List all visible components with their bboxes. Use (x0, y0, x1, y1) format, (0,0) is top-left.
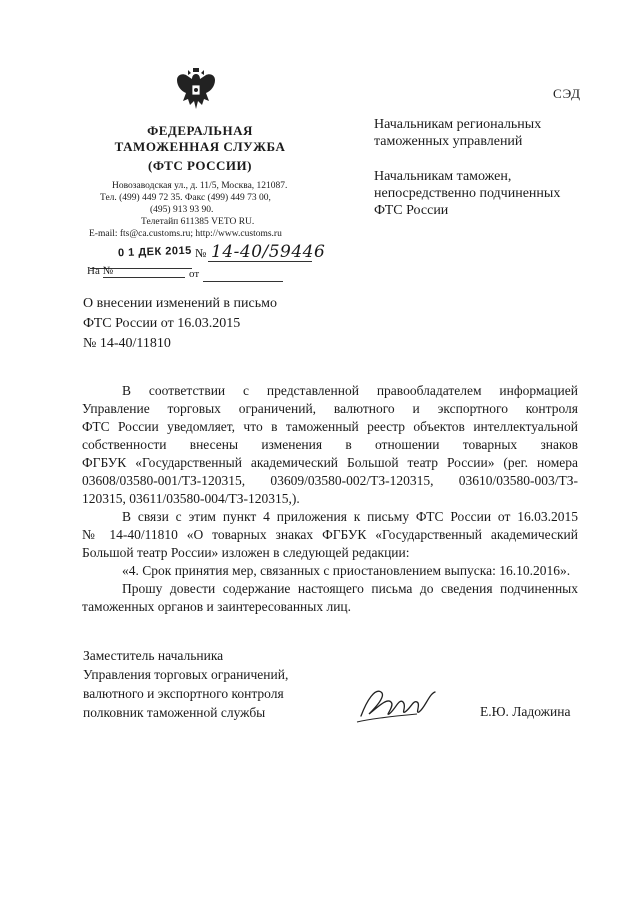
handwritten-signature (355, 680, 441, 726)
body-line: № 14-40/11810 «О товарных знаках ФГБУК «Государственный академический (82, 527, 578, 542)
body-line: Управление торговых ограничений, валютного и экспортного контроля (82, 401, 578, 416)
addressee-line: Начальникам таможен, (374, 169, 512, 184)
agency-teletype: Телетайп 611385 VETO RU. (141, 217, 255, 227)
body-line: собственности внесены изменения в отношении товарных знаков (82, 437, 578, 452)
signatory-rank-line: полковник таможенной службы (83, 705, 266, 720)
signatory-position-line: Заместитель начальника (83, 648, 224, 663)
agency-name-line2: ТАМОЖЕННАЯ СЛУЖБА (114, 139, 286, 154)
document-number: 14-40/59446 (211, 242, 326, 262)
body-line: ФГБУК «Государственный академический Большой театр России» (рег. номера (82, 455, 578, 470)
agency-phone2: (495) 913 93 90. (150, 205, 214, 215)
signatory-position-line: Управления торговых ограничений, (83, 667, 289, 682)
addressee-line: непосредственно подчиненных (374, 186, 561, 201)
body-line: В соответствии с представленной правообладателем информацией (122, 383, 578, 398)
double-headed-eagle-icon (174, 68, 218, 118)
body-line: Большой театр России» изложен в следующей редакции: (82, 545, 410, 560)
body-line: 03608/03580-001/ТЗ-120315, 03609/03580-002/ТЗ-120315, 03610/03580-003/ТЗ- (82, 473, 578, 488)
body-line: Прошу довести содержание настоящего письма до сведения подчиненных (122, 581, 578, 596)
reference-number-label: На № (87, 265, 114, 277)
addressee-line: таможенных управлений (374, 134, 523, 149)
reference-date-label: от (189, 268, 200, 280)
subject-line: № 14-40/11810 (83, 336, 171, 351)
body-line: таможенных органов и заинтересованных лиц. (82, 599, 352, 614)
agency-abbreviation: (ФТС РОССИИ) (148, 158, 252, 173)
reference-date-line (203, 281, 283, 282)
agency-phones: Тел. (499) 449 72 35. Факс (499) 449 73 00, (100, 193, 271, 203)
agency-name-line1: ФЕДЕРАЛЬНАЯ (147, 123, 253, 138)
number-underline (208, 261, 312, 262)
document-date-stamp: 0 1 ДЕК 2015 (117, 244, 192, 260)
number-sign: № (195, 246, 207, 260)
subject-line: ФТС России от 16.03.2015 (83, 316, 241, 331)
body-line: «4. Срок принятия мер, связанных с приостановлением выпуска: 16.10.2016». (122, 563, 571, 578)
agency-address: Новозаводская ул., д. 11/5, Москва, 121087. (112, 181, 288, 191)
reference-number-line (103, 277, 185, 278)
subject-line: О внесении изменений в письмо (83, 296, 277, 311)
body-line: В связи с этим пункт 4 приложения к письму ФТС России от 16.03.2015 (122, 509, 578, 524)
body-line: ФТС России уведомляет, что в таможенный реестр объектов интеллектуальной (82, 419, 578, 434)
signatory-name: Е.Ю. Ладожина (480, 704, 571, 719)
body-line: 120315, 03611/03580-004/ТЗ-120315,). (82, 491, 300, 506)
sed-label: СЭД (553, 86, 582, 101)
addressee-line: ФТС России (374, 203, 449, 218)
agency-email: E-mail: fts@ca.customs.ru; http://www.customs.ru (89, 229, 282, 239)
signatory-position-line: валютного и экспортного контроля (83, 686, 284, 701)
addressee-line: Начальникам региональных (374, 117, 542, 132)
